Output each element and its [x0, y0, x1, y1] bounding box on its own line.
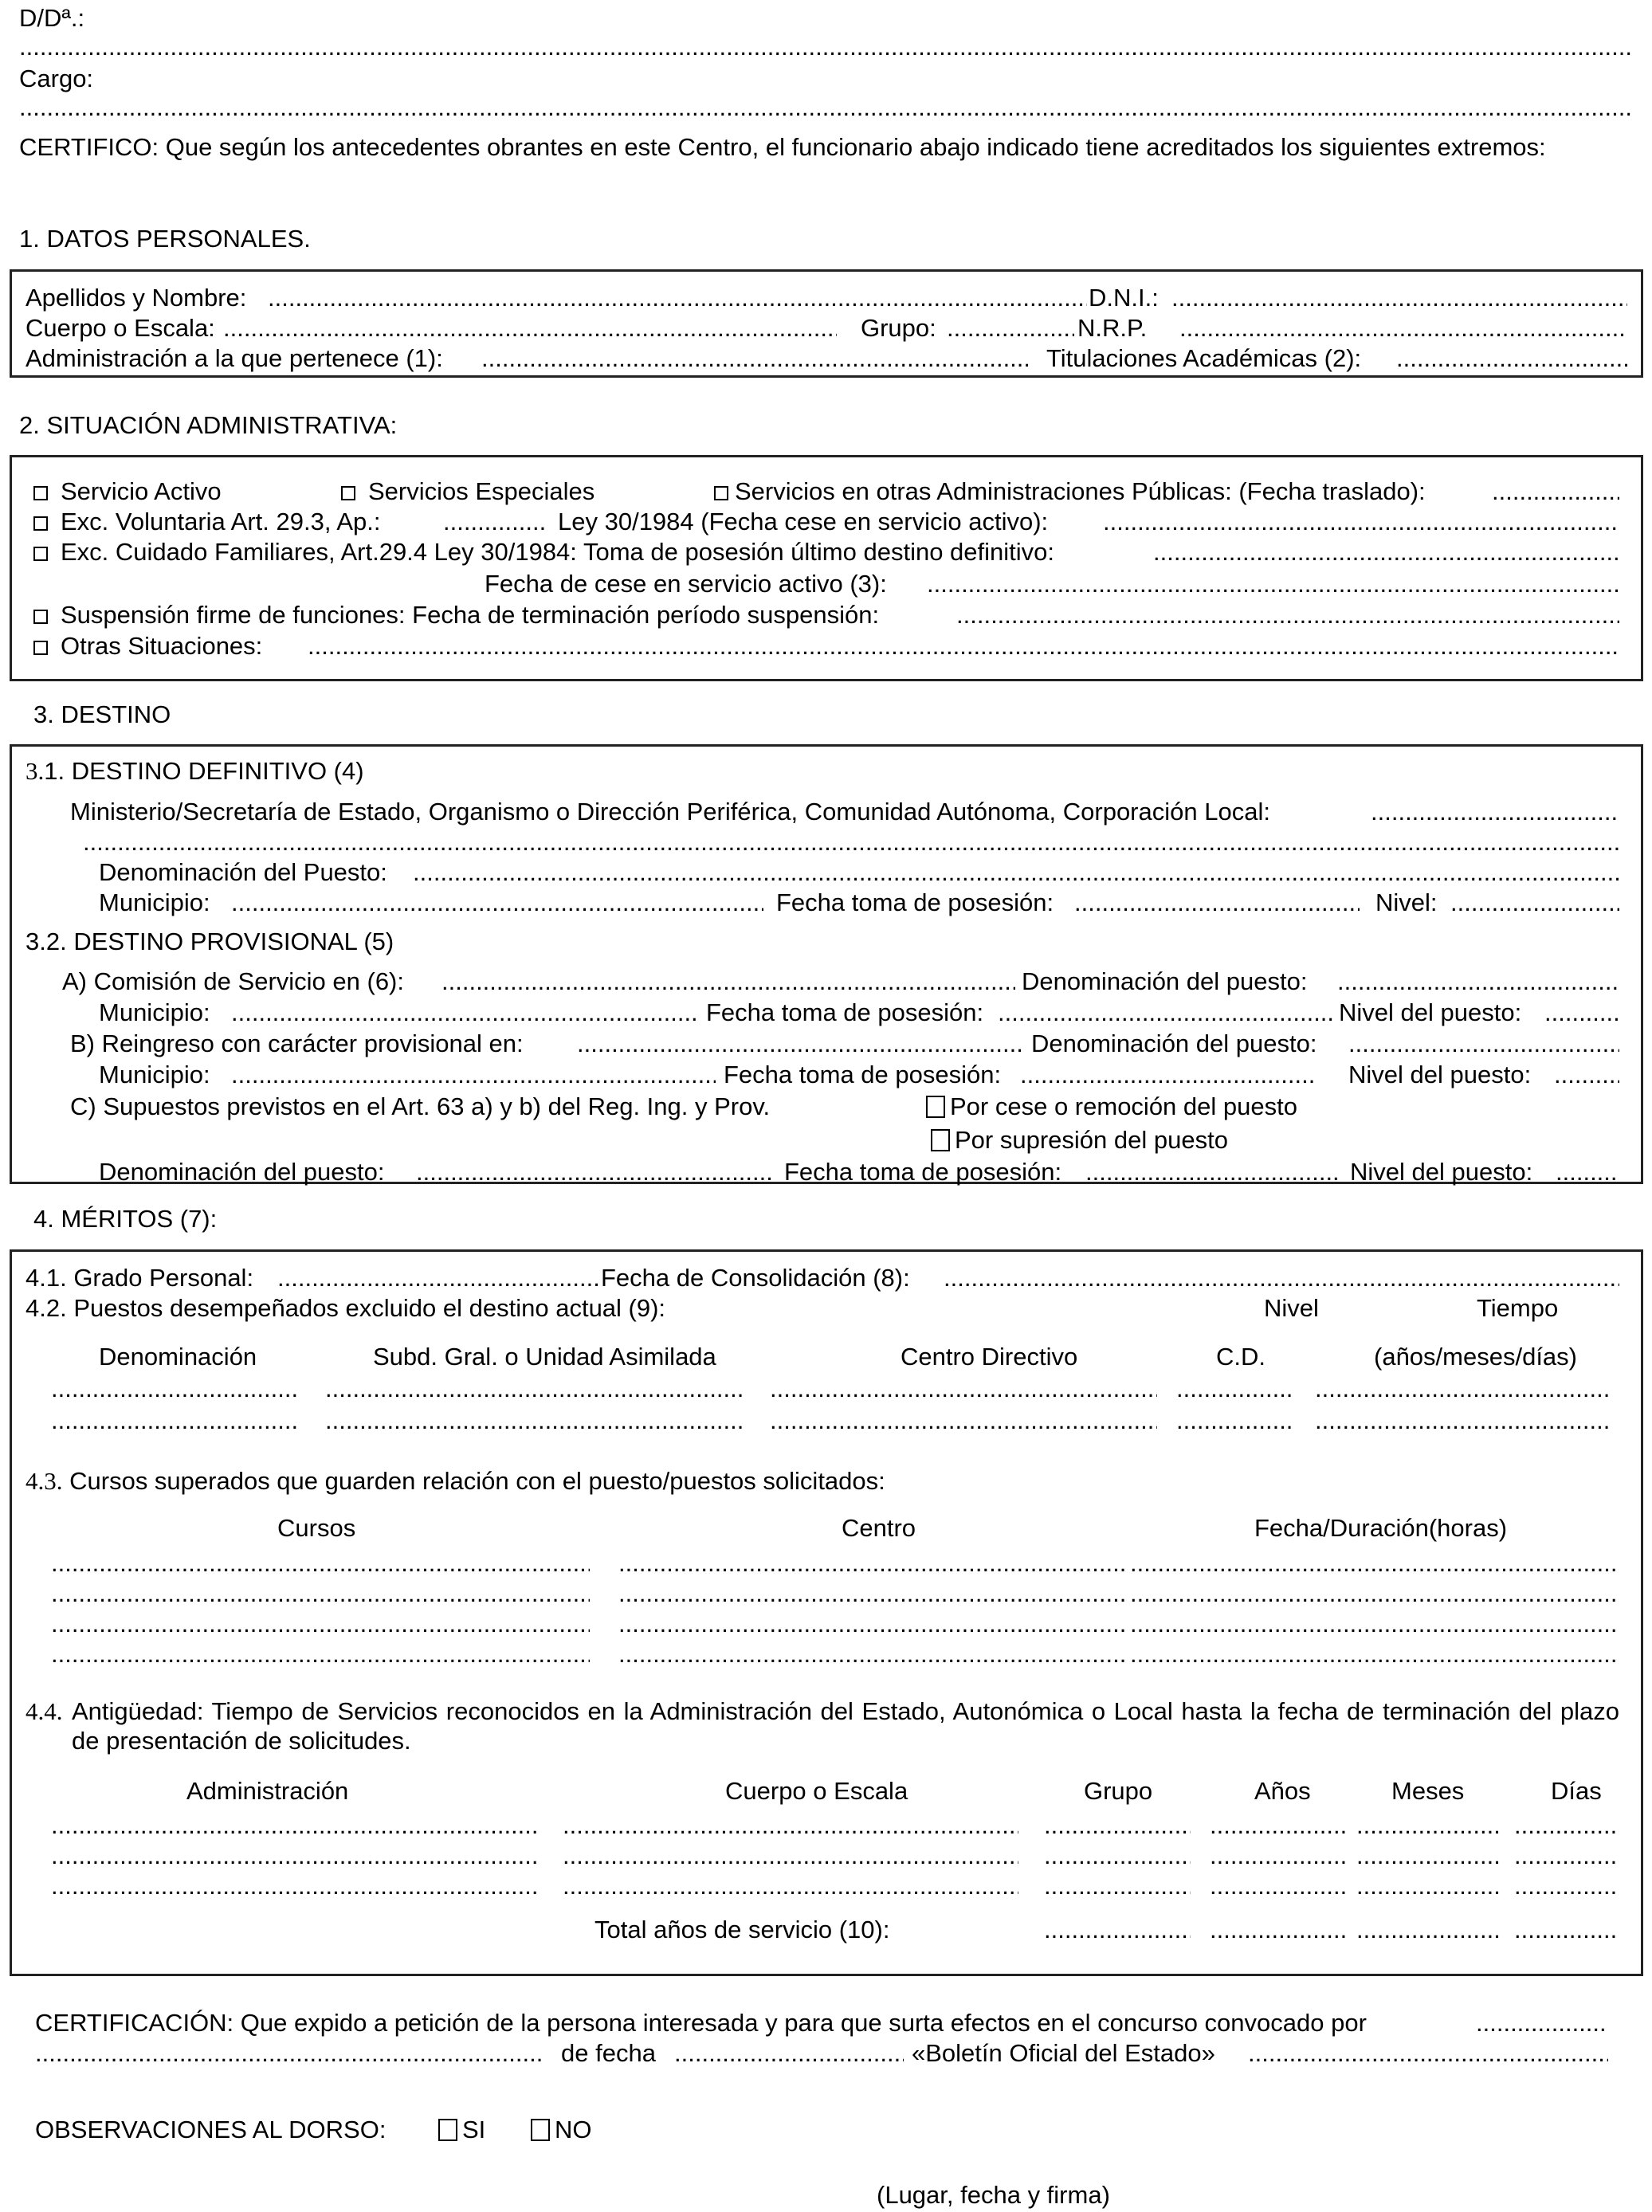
antiguedad-cell[interactable] — [1044, 1871, 1191, 1900]
administracion-field[interactable] — [481, 343, 1028, 373]
puestos-tiempo-header: Tiempo — [1477, 1294, 1559, 1322]
fecha-cese-label: Fecha de cese en servicio activo (3): — [485, 570, 887, 598]
por-supresion-label: Por supresión del puesto — [955, 1126, 1228, 1154]
observaciones-si-checkbox[interactable] — [438, 2119, 457, 2141]
puestos-cell[interactable] — [325, 1374, 746, 1403]
col-cd: C.D. — [1216, 1343, 1265, 1371]
ley-fecha-cese-label: Ley 30/1984 (Fecha cese en servicio activo): — [558, 508, 1049, 535]
total-meses-field[interactable] — [1356, 1915, 1501, 1944]
nrp-label: N.R.P. — [1077, 314, 1148, 342]
observaciones-no-label: NO — [555, 2116, 592, 2143]
puestos-cell[interactable] — [1315, 1374, 1611, 1403]
supuestos-fecha-field[interactable] — [1085, 1157, 1340, 1186]
puestos-nivel-header: Nivel — [1264, 1294, 1319, 1322]
servicios-otras-label: Servicios en otras Administraciones Públicas: (Fecha traslado): — [735, 477, 1426, 505]
cargo-field[interactable] — [19, 92, 1634, 122]
denominacion-puesto-field[interactable] — [413, 857, 1619, 887]
suspension-checkbox[interactable] — [33, 610, 48, 624]
dda-field[interactable] — [19, 32, 1634, 61]
servicio-activo-label: Servicio Activo — [61, 477, 222, 505]
exc-voluntaria-label: Exc. Voluntaria Art. 29.3, Ap.: — [61, 508, 381, 535]
section-1-title: 1. DATOS PERSONALES. — [19, 225, 311, 253]
col-grupo: Grupo — [1084, 1777, 1153, 1805]
antiguedad-num: 4.4. — [26, 1697, 63, 1725]
suspension-option[interactable] — [33, 600, 879, 629]
convocado-field[interactable] — [1476, 2008, 1608, 2037]
antiguedad-cell[interactable] — [563, 1841, 1018, 1870]
comision-fecha-label: Fecha toma de posesión: — [706, 998, 984, 1026]
dni-label: D.N.I.: — [1089, 284, 1159, 312]
reingreso-fecha-label: Fecha toma de posesión: — [724, 1061, 1002, 1088]
col-dias: Días — [1551, 1777, 1602, 1805]
cursos-cell[interactable] — [51, 1548, 590, 1578]
puestos-cell[interactable] — [325, 1406, 746, 1435]
observaciones-si-label: SI — [462, 2116, 486, 2143]
supuestos-denominacion-label: Denominación del puesto: — [99, 1158, 385, 1186]
cursos-cell[interactable] — [618, 1579, 1128, 1608]
apellidos-label: Apellidos y Nombre: — [26, 284, 247, 312]
fecha-consolidacion-field[interactable] — [944, 1263, 1619, 1292]
lugar-fecha-firma: (Lugar, fecha y firma) — [877, 2181, 1110, 2209]
comision-denominacion-field[interactable] — [1337, 967, 1619, 996]
cursos-cell[interactable] — [1130, 1548, 1619, 1578]
cursos-cell[interactable] — [618, 1639, 1128, 1669]
boe-label: «Boletín Oficial del Estado» — [912, 2039, 1215, 2067]
destino-definitivo-label: 1. DESTINO DEFINITIVO (4) — [44, 757, 364, 785]
por-cese-checkbox[interactable] — [926, 1096, 945, 1118]
antiguedad-cell[interactable] — [1210, 1841, 1345, 1870]
col-cuerpo-escala: Cuerpo o Escala — [725, 1777, 908, 1805]
exc-voluntaria-checkbox[interactable] — [33, 516, 48, 531]
exc-voluntaria-option[interactable] — [33, 507, 381, 536]
col-amd: (años/meses/días) — [1374, 1343, 1577, 1371]
exc-cuidado-label: Exc. Cuidado Familiares, Art.29.4 Ley 30/1984: Toma de posesión último destino definitivo: — [61, 538, 1055, 566]
apellidos-field[interactable] — [268, 283, 1087, 312]
cuerpo-field[interactable] — [223, 313, 837, 343]
antiguedad-cell[interactable] — [1514, 1810, 1618, 1840]
col-subd: Subd. Gral. o Unidad Asimilada — [373, 1343, 716, 1371]
cursos-cell[interactable] — [618, 1609, 1128, 1638]
cursos-title — [26, 1466, 885, 1496]
destino-provisional-title: 3.2. DESTINO PROVISIONAL (5) — [26, 928, 394, 955]
supuestos-nivel-field[interactable] — [1556, 1157, 1619, 1186]
boe-field[interactable] — [1248, 2038, 1608, 2068]
cursos-cell[interactable] — [1130, 1609, 1619, 1638]
nivel-field[interactable] — [1450, 888, 1619, 917]
cuerpo-label: Cuerpo o Escala: — [26, 314, 215, 342]
supuestos-denominacion-field[interactable] — [416, 1157, 775, 1186]
col-anos: Años — [1254, 1777, 1311, 1805]
reingreso-nivel-label: Nivel del puesto: — [1348, 1061, 1532, 1088]
titulaciones-field[interactable] — [1396, 343, 1627, 373]
certificacion-label: CERTIFICACIÓN: Que expido a petición de la persona interesada y para que surta efectos en el concurso convocado por — [35, 2009, 1367, 2037]
de-fecha-field[interactable] — [674, 2038, 904, 2068]
reingreso-municipio-field[interactable] — [231, 1060, 716, 1089]
nivel-label: Nivel: — [1375, 888, 1438, 916]
antiguedad-cell[interactable] — [1044, 1841, 1191, 1870]
antiguedad-cell[interactable] — [1356, 1810, 1501, 1840]
cursos-cell[interactable] — [51, 1609, 590, 1638]
cursos-cell[interactable] — [1130, 1639, 1619, 1669]
exc-cuidado-option[interactable] — [33, 537, 1054, 567]
servicios-otras-checkbox[interactable] — [714, 486, 728, 500]
antiguedad-cell[interactable] — [1044, 1810, 1191, 1840]
observaciones-si-option[interactable] — [438, 2115, 485, 2144]
comision-nivel-label: Nivel del puesto: — [1339, 998, 1522, 1026]
por-supresion-option[interactable] — [931, 1125, 1228, 1155]
section-2-title: 2. SITUACIÓN ADMINISTRATIVA: — [19, 411, 398, 439]
titulaciones-label: Titulaciones Académicas (2): — [1046, 344, 1362, 372]
antiguedad-cell[interactable] — [51, 1871, 539, 1900]
fecha-toma-label: Fecha toma de posesión: — [776, 888, 1054, 916]
otras-situaciones-checkbox[interactable] — [33, 641, 48, 655]
ley-fecha-cese-field[interactable] — [1103, 507, 1619, 536]
cursos-cell[interactable] — [51, 1639, 590, 1669]
ministerio-field[interactable] — [1371, 797, 1619, 826]
comision-municipio-label: Municipio: — [99, 998, 210, 1026]
total-dias-field[interactable] — [1514, 1915, 1618, 1944]
grupo-label: Grupo: — [861, 314, 936, 342]
denominacion-puesto-label: Denominación del Puesto: — [99, 858, 387, 886]
total-anos-label: Total años de servicio (10): — [594, 1916, 890, 1943]
reingreso-label: B) Reingreso con carácter provisional en: — [70, 1030, 524, 1057]
por-cese-option[interactable] — [926, 1092, 1297, 1121]
destino-definitivo-num: 3. — [26, 757, 45, 785]
dda-label: D/Dª.: — [19, 4, 85, 32]
comision-denominacion-label: Denominación del puesto: — [1022, 967, 1308, 995]
toma-posesion-field[interactable] — [1153, 537, 1619, 567]
ministerio-field-2[interactable] — [83, 827, 1619, 857]
comision-field[interactable] — [441, 967, 1015, 996]
total-anos-field[interactable] — [1210, 1915, 1345, 1944]
col-denominacion: Denominación — [99, 1343, 257, 1371]
cursos-cell[interactable] — [51, 1579, 590, 1608]
de-fecha-label: de fecha — [561, 2039, 656, 2067]
antiguedad-cell[interactable] — [563, 1871, 1018, 1900]
observaciones-label: OBSERVACIONES AL DORSO: — [35, 2116, 387, 2143]
servicios-especiales-checkbox[interactable] — [341, 486, 355, 500]
otras-situaciones-option[interactable] — [33, 631, 262, 661]
col-centro-directivo: Centro Directivo — [901, 1343, 1078, 1371]
reingreso-field[interactable] — [577, 1029, 1023, 1058]
puestos-cell[interactable] — [770, 1374, 1157, 1403]
suspension-field[interactable] — [956, 600, 1619, 629]
antiguedad-text: Antigüedad: Tiempo de Servicios reconocidos en la Administración del Estado, Autonómica o Local hasta la fecha de terminación del plazo de presentación de solicitudes. — [72, 1697, 1619, 1755]
ministerio-label: Ministerio/Secretaría de Estado, Organismo o Dirección Periférica, Comunidad Autónoma, Corporación Local: — [70, 798, 1270, 826]
puestos-cell[interactable] — [1176, 1374, 1291, 1403]
antiguedad-cell[interactable] — [1514, 1841, 1618, 1870]
comision-nivel-field[interactable] — [1544, 998, 1619, 1027]
reingreso-denominacion-label: Denominación del puesto: — [1031, 1030, 1317, 1057]
cursos-num: 4.3. — [26, 1467, 63, 1495]
col-meses: Meses — [1391, 1777, 1465, 1805]
exc-cuidado-checkbox[interactable] — [33, 547, 48, 561]
puestos-cell[interactable] — [51, 1406, 298, 1435]
otras-situaciones-field[interactable] — [308, 631, 1619, 661]
servicios-especiales-label: Servicios Especiales — [368, 477, 595, 505]
servicios-otras-option[interactable] — [714, 477, 1426, 506]
por-supresion-checkbox[interactable] — [931, 1129, 950, 1151]
por-cese-label: Por cese o remoción del puesto — [950, 1092, 1297, 1120]
observaciones-no-checkbox[interactable] — [531, 2119, 550, 2141]
comision-municipio-field[interactable] — [231, 998, 698, 1027]
comision-label: A) Comisión de Servicio en (6): — [62, 967, 404, 995]
antiguedad-cell[interactable] — [563, 1810, 1018, 1840]
fecha-consolidacion-label: Fecha de Consolidación (8): — [601, 1264, 910, 1292]
reingreso-nivel-field[interactable] — [1554, 1060, 1619, 1089]
puestos-cell[interactable] — [1315, 1406, 1611, 1435]
cargo-label: Cargo: — [19, 65, 94, 92]
supuestos-nivel-label: Nivel del puesto: — [1350, 1158, 1533, 1186]
fecha-traslado-field[interactable] — [1492, 477, 1619, 506]
antiguedad-cell[interactable] — [1210, 1871, 1345, 1900]
suspension-label: Suspensión firme de funciones: Fecha de terminación período suspensión: — [61, 601, 880, 629]
col-administracion: Administración — [186, 1777, 349, 1805]
section-3-title: 3. DESTINO — [33, 700, 171, 728]
convocado-field-2[interactable] — [35, 2038, 545, 2068]
reingreso-denominacion-field[interactable] — [1348, 1029, 1619, 1058]
grupo-field[interactable] — [947, 313, 1074, 343]
reingreso-municipio-label: Municipio: — [99, 1061, 210, 1088]
dni-field[interactable] — [1171, 283, 1627, 312]
destino-definitivo-title — [26, 756, 364, 786]
cursos-cell[interactable] — [1130, 1579, 1619, 1608]
nrp-field[interactable] — [1179, 313, 1627, 343]
col-fecha-duracion: Fecha/Duración(horas) — [1254, 1514, 1508, 1542]
puestos-cell[interactable] — [770, 1406, 1157, 1435]
fecha-toma-field[interactable] — [1074, 888, 1360, 917]
fecha-cese-field[interactable] — [927, 569, 1619, 598]
antiguedad-cell[interactable] — [1210, 1810, 1345, 1840]
puestos-cell[interactable] — [1176, 1406, 1291, 1435]
municipio-label: Municipio: — [99, 888, 210, 916]
grado-label: 4.1. Grado Personal: — [26, 1264, 254, 1292]
antiguedad-cell[interactable] — [1356, 1841, 1501, 1870]
supuestos-label: C) Supuestos previstos en el Art. 63 a) y b) del Reg. Ing. y Prov. — [70, 1092, 771, 1120]
grado-field[interactable] — [277, 1263, 599, 1292]
cursos-cell[interactable] — [618, 1548, 1128, 1578]
exc-voluntaria-ap-field[interactable] — [443, 507, 545, 536]
observaciones-no-option[interactable] — [531, 2115, 592, 2144]
section-4-title: 4. MÉRITOS (7): — [33, 1205, 218, 1233]
servicio-activo-checkbox[interactable] — [33, 486, 48, 500]
servicio-activo-option[interactable] — [33, 477, 222, 506]
total-grupo-field[interactable] — [1044, 1915, 1191, 1944]
cursos-label: Cursos superados que guarden relación con el puesto/puestos solicitados: — [69, 1467, 885, 1495]
antiguedad-cell[interactable] — [51, 1841, 539, 1870]
col-cursos: Cursos — [277, 1514, 356, 1542]
certifico-text: CERTIFICO: Que según los antecedentes obrantes en este Centro, el funcionario abajo indicado tiene acreditados los siguientes extremos: — [19, 133, 1546, 161]
col-centro: Centro — [842, 1514, 916, 1542]
antiguedad-cell[interactable] — [51, 1810, 539, 1840]
puestos-label: 4.2. Puestos desempeñados excluido el destino actual (9): — [26, 1294, 666, 1322]
puestos-cell[interactable] — [51, 1374, 298, 1403]
municipio-field[interactable] — [231, 888, 763, 917]
comision-fecha-field[interactable] — [998, 998, 1332, 1027]
antiguedad-cell[interactable] — [1356, 1871, 1501, 1900]
administracion-label: Administración a la que pertenece (1): — [26, 344, 443, 372]
otras-situaciones-label: Otras Situaciones: — [61, 632, 263, 660]
supuestos-fecha-label: Fecha toma de posesión: — [784, 1158, 1062, 1186]
reingreso-fecha-field[interactable] — [1020, 1060, 1315, 1089]
servicios-especiales-option[interactable] — [341, 477, 594, 506]
antiguedad-cell[interactable] — [1514, 1871, 1618, 1900]
